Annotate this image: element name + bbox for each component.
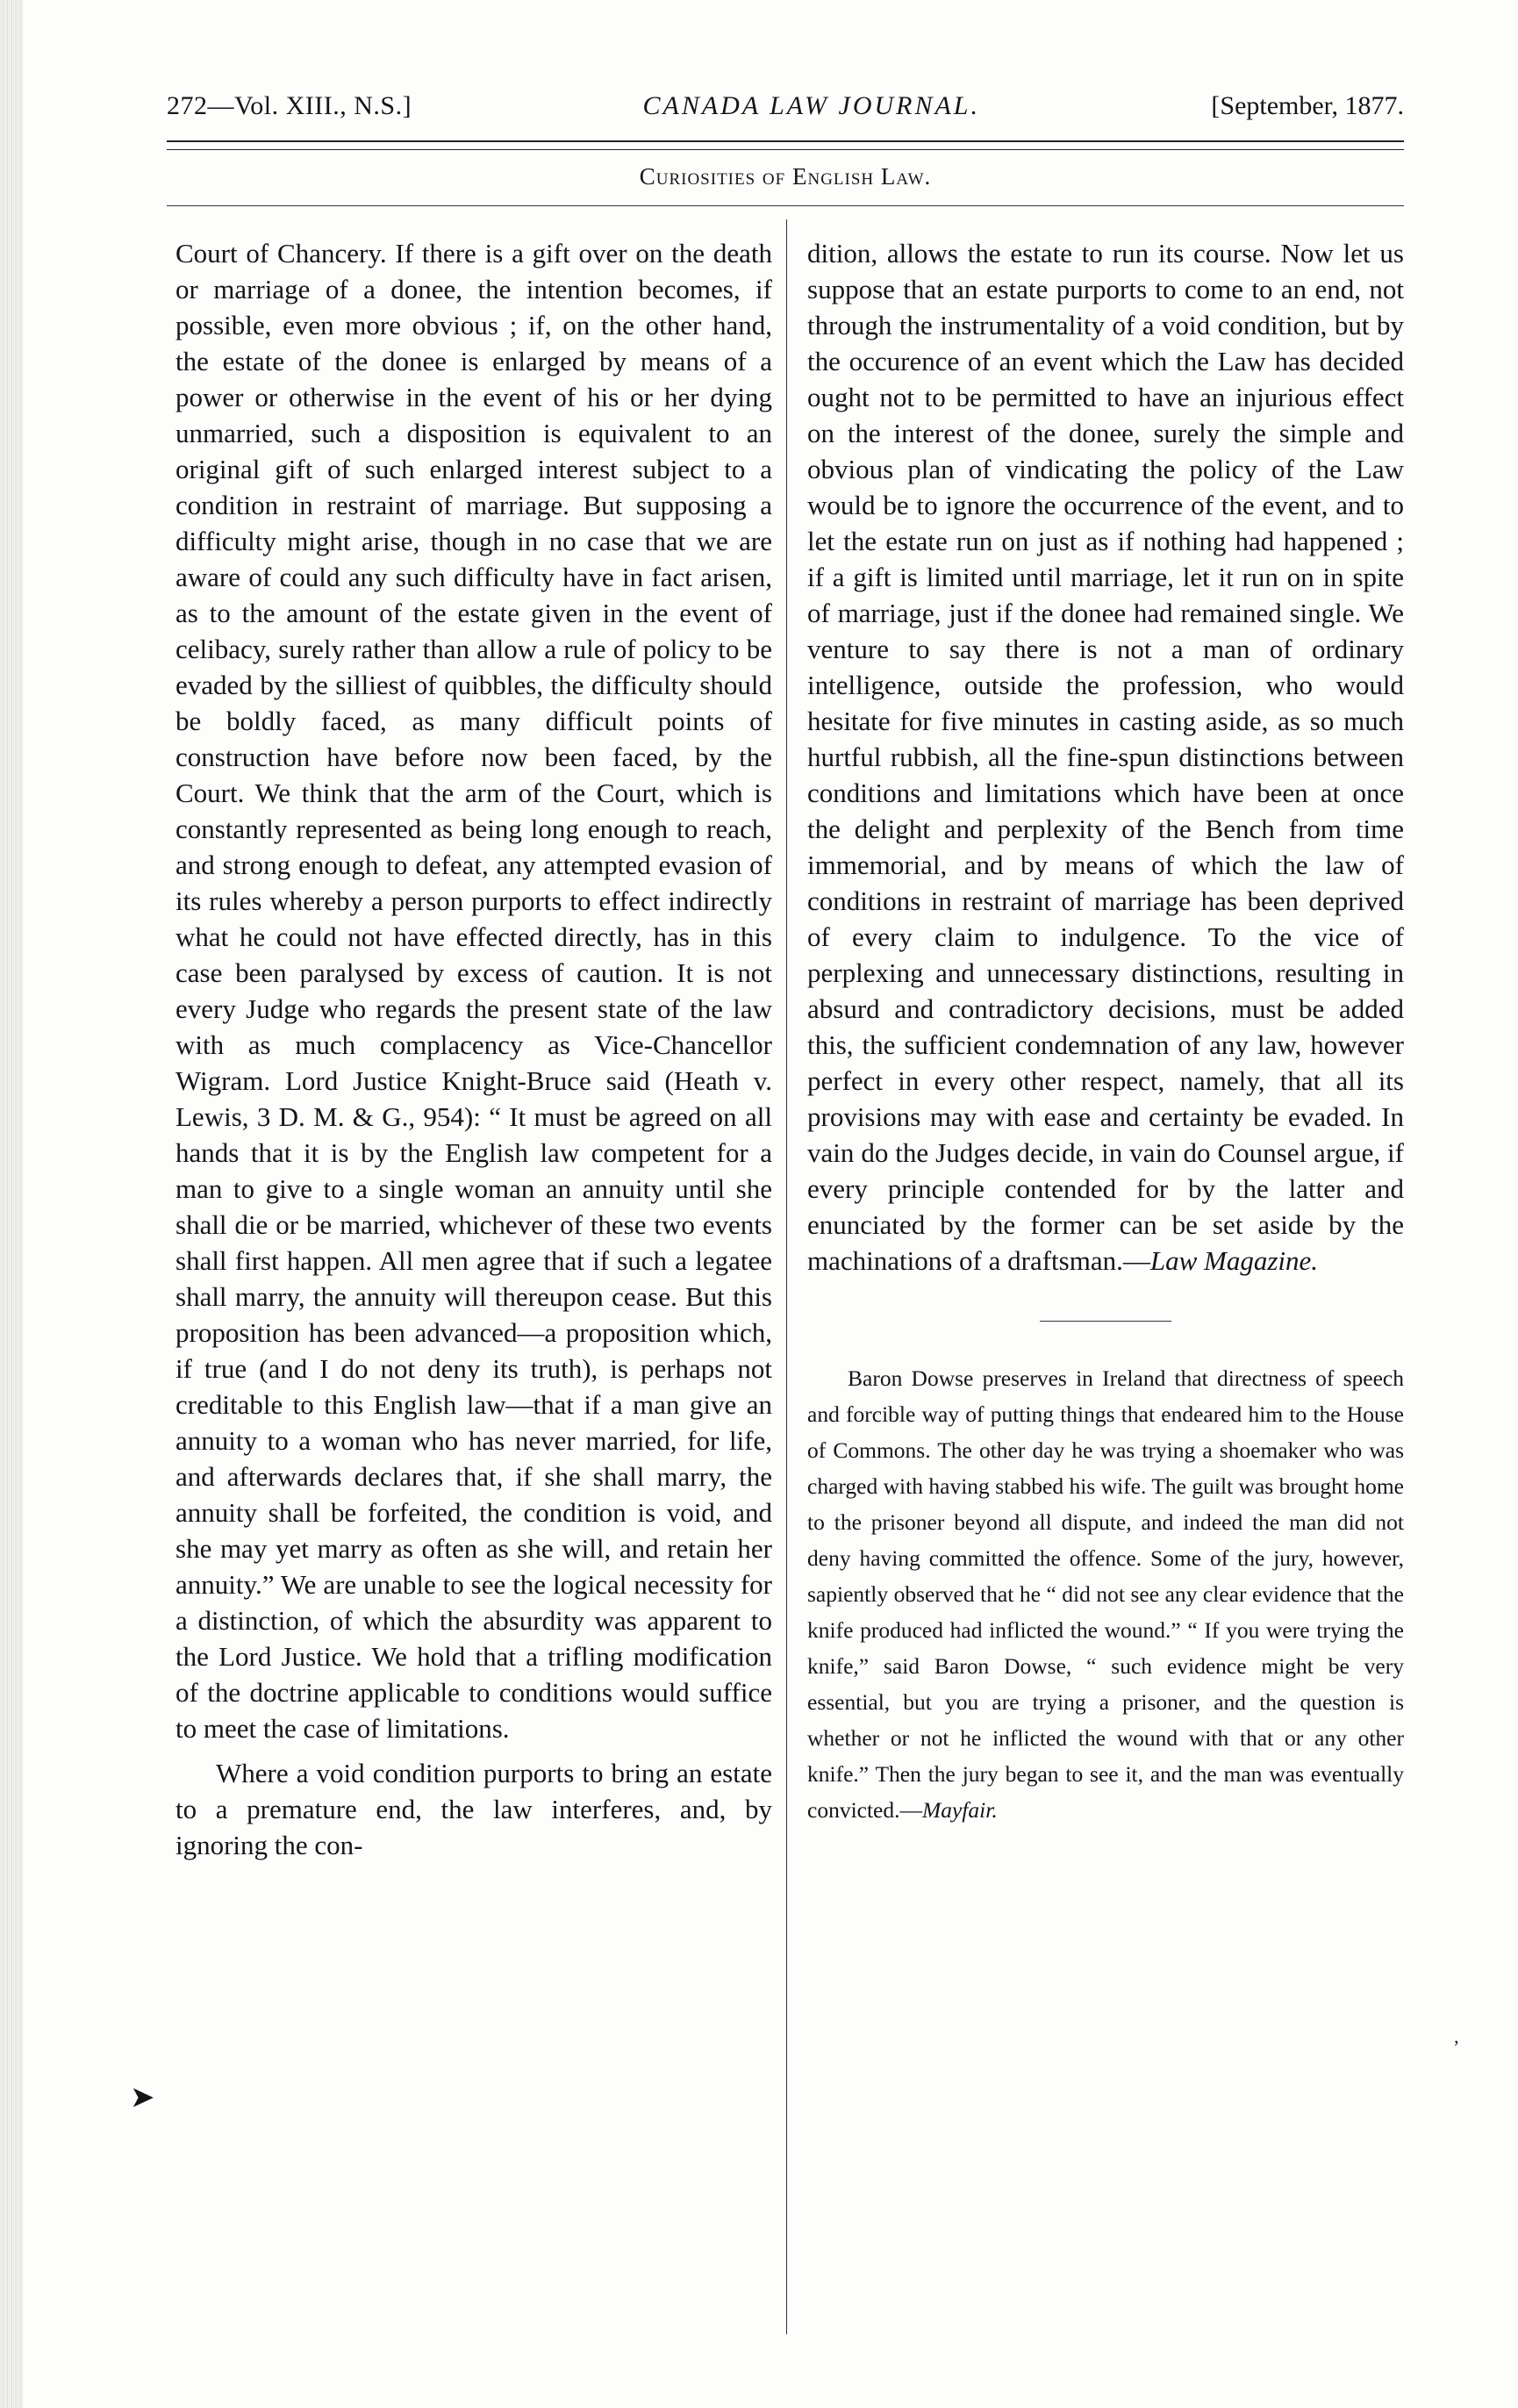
section-rule — [167, 205, 1404, 206]
left-paragraph-1: Court of Chancery. If there is a gift over on the death or marriage of a donee, the intention becomes, if possible, even more obvious ; if, on the other hand, the estate of the donee is enlarged by means of a power or otherwise in the event of his or her dying unmarried, such a disposition is equivalent to an original gift of such enlarged interest subject to a condition in restraint of marriage. But supposing a difficulty might arise, though in no case that we are aware of could any such difficulty have in fact arisen, as to the amount of the estate given in the event of celibacy, surely rather than allow a rule of policy to be evaded by the silliest of quibbles, the difficulty should be boldly faced, as many difficult points of construction have before now been faced, by the Court. We think that the arm of the Court, which is constantly represented as being long enough to reach, and strong enough to defeat, any attempted evasion of its rules whereby a person purports to effect indirectly what he could not have effected directly, has in this case been paralysed by excess of caution. It is not every Judge who regards the present state of the law with as much complacency as Vice-Chancellor Wigram. Lord Justice Knight-Bruce said (Heath v. Lewis, 3 D. M. & G., 954): “ It must be agreed on all hands that it is by the English law competent for a man to give to a single woman an annuity until she shall die or be married, whichever of these two events shall first happen. All men agree that if such a legatee shall marry, the annuity will thereupon cease. But this proposition has been advanced—a proposition which, if true (and I do not deny its truth), is perhaps not creditable to this English law—that if a man give an annuity to a woman who has never married, for life, and afterwards declares that, if she shall marry, the annuity shall be forfeited, the condition is void, and she may yet marry as often as she will, and retain her annuity.” We are unable to see the logical necessity for a distinction, of which the absurdity was apparent to the Lord Justice. We hold that a trifling modification of the doctrine applicable to conditions would suffice to meet the case of limitations. — [175, 238, 772, 1744]
binding-edge — [0, 0, 23, 2408]
article-source: Law Magazine. — [1149, 1245, 1319, 1276]
stray-ink-dot: ’ — [1453, 2036, 1460, 2058]
margin-ink-mark: ➤ — [130, 2082, 155, 2114]
left-column — [175, 235, 772, 1863]
column-divider — [786, 219, 787, 2334]
folio-volume: 272—Vol. XIII., N.S.] — [167, 91, 412, 120]
anecdote-paragraph — [807, 1360, 1404, 1828]
article-separator-rule — [1040, 1321, 1171, 1322]
right-paragraph-1 — [807, 235, 1404, 1279]
right-column — [807, 235, 1404, 1828]
anecdote-source: Mayfair. — [922, 1797, 998, 1823]
section-title: Curiosities of English Law. — [639, 163, 932, 190]
left-paragraph-2: Where a void condition purports to bring an estate to a premature end, the law interferes, and, by ignoring the con- — [175, 1758, 772, 1860]
running-header — [167, 91, 1404, 135]
right-paragraph-1-text: dition, allows the estate to run its course. Now let us suppose that an estate purports to come to an end, not through the instrumentality of a void condition, but by the occurence of an event which the Law has decided ought not to be permitted to have an injurious effect on the interest of the donee, surely the simple and obvious plan of vindicating the policy of the Law would be to ignore the occurrence of the event, and to let the estate run on just as if nothing had happened ; if a gift is limited until marriage, let it run on in spite of marriage, just if the donee had remained single. We venture to say there is not a man of ordinary intelligence, outside the profession, who would hesitate for five minutes in casting aside, as so much hurtful rubbish, all the fine-spun distinctions between conditions and limitations which have been at once the delight and perplexity of the Bench from time immemorial, and by means of which the law of conditions in restraint of marriage has been deprived of every claim to indulgence. To the vice of perplexing and unnecessary distinctions, resulting in absurd and contradictory decisions, must be added this, the sufficient condemnation of any law, however perfect in every other respect, namely, that all its provisions may with ease and certainty be evaded. In vain do the Judges decide, in vain do Counsel argue, if every principle contended for by the latter and enunciated by the former can be set aside by the machinations of a draftsman.— — [807, 238, 1404, 1276]
anecdote-text: Baron Dowse preserves in Ireland that directness of speech and forcible way of putting things that endeared him to the House of Commons. The other day he was trying a shoemaker who was charged with having stabbed his wife. The guilt was brought home to the prisoner beyond all dispute, and indeed the man did not deny having committed the offence. Some of the jury, however, sapiently observed that he “ did not see any clear evidence that the knife produced had inflicted the wound.” “ If you were trying the knife,” said Baron Dowse, “ such evidence might be very essential, but you are trying a prisoner, and the question is whether or not he inflicted the wound with that or any other knife.” Then the jury began to see it, and the man was eventually convicted.— — [807, 1365, 1404, 1823]
issue-date: [September, 1877. — [1211, 91, 1404, 120]
header-double-rule — [167, 140, 1404, 150]
journal-title: CANADA LAW JOURNAL. — [642, 91, 980, 120]
